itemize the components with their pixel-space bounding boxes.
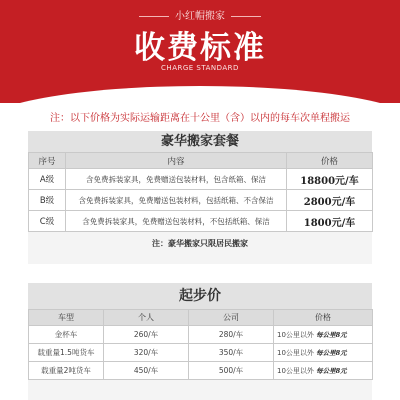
header-curve — [0, 86, 400, 103]
table-row — [29, 169, 373, 190]
vehicle-type-cell: 金杯车 — [29, 326, 104, 344]
vehicle-type-cell: 载重量2吨货车 — [29, 362, 104, 380]
header-banner — [0, 0, 400, 103]
per-km-note: 每公里8元 — [316, 366, 347, 375]
price-cell: 2800元/车 — [287, 190, 373, 211]
price-cell: 18800元/车 — [287, 169, 373, 190]
divider-right — [231, 16, 261, 17]
distance-prefix: 10公里以外 — [277, 366, 314, 375]
brand-line — [0, 7, 400, 22]
price-cell: 1800元/车 — [287, 211, 373, 232]
company-price-cell: 500/车 — [189, 362, 274, 380]
distance-prefix: 10公里以外 — [277, 348, 314, 357]
distance-price-cell — [274, 326, 373, 344]
deluxe-title: 豪华搬家套餐 — [28, 131, 372, 152]
distance-prefix: 10公里以外 — [277, 330, 314, 339]
content-cell: 含免费拆装家具，免费赠送包装材料，包括纸箱、不含保洁 — [66, 190, 287, 211]
page-subtitle-en: CHARGE STANDARD — [161, 64, 239, 72]
table-row — [29, 211, 373, 232]
table-row — [29, 344, 373, 362]
company-price-cell: 280/车 — [189, 326, 274, 344]
table-row — [29, 326, 373, 344]
personal-price-cell: 450/车 — [104, 362, 189, 380]
column-header: 车型 — [29, 310, 104, 326]
per-km-note: 每公里8元 — [316, 330, 347, 339]
content-cell: 含免费拆装家具，免费赠送包装材料，包含纸箱、保洁 — [66, 169, 287, 190]
deluxe-table — [28, 152, 373, 232]
personal-price-cell: 260/车 — [104, 326, 189, 344]
table-row — [29, 190, 373, 211]
column-header: 公司 — [189, 310, 274, 326]
divider-left — [139, 16, 169, 17]
table-header-row — [29, 310, 373, 326]
column-header: 个人 — [104, 310, 189, 326]
content-cell: 含免费拆装家具，免费赠送包装材料，不包括纸箱、保洁 — [66, 211, 287, 232]
level-cell: B级 — [29, 190, 66, 211]
distance-price-cell — [274, 344, 373, 362]
table-header-row — [29, 153, 373, 169]
starting-price-table — [28, 309, 373, 380]
column-header: 序号 — [29, 153, 66, 169]
per-km-note: 每公里8元 — [316, 348, 347, 357]
table-row — [29, 362, 373, 380]
deluxe-footnote: 注：豪华搬家只限居民搬家 — [152, 239, 248, 248]
deluxe-package-section — [28, 131, 372, 264]
distance-price-cell — [274, 362, 373, 380]
level-cell: A级 — [29, 169, 66, 190]
personal-price-cell: 320/车 — [104, 344, 189, 362]
brand-name: 小红帽搬家 — [175, 11, 225, 22]
level-cell: C级 — [29, 211, 66, 232]
column-header: 价格 — [287, 153, 373, 169]
starting-price-title: 起步价 — [28, 283, 372, 309]
starting-price-section — [28, 283, 372, 400]
vehicle-type-cell: 载重量1.5吨货车 — [29, 344, 104, 362]
company-price-cell: 350/车 — [189, 344, 274, 362]
column-header: 内容 — [66, 153, 287, 169]
distance-note: 注：以下价格为实际运输距离在十公里（含）以内的每车次单程搬运 — [50, 113, 350, 124]
page-title: 收费标准 — [134, 30, 266, 66]
column-header: 价格 — [274, 310, 373, 326]
